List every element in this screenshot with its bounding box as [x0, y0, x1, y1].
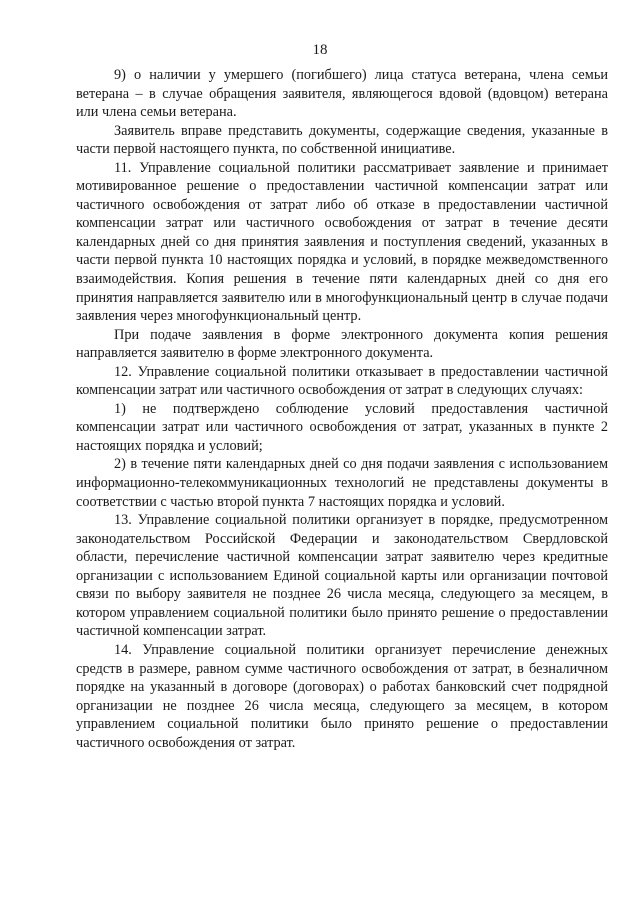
paragraph-item-9: 9) о наличии у умершего (погибшего) лица статуса ветерана, члена семьи ветерана – в случае обращения заявителя, являющегося вдовой (вдовцом) ветерана или члена семьи ветерана. [76, 67, 608, 121]
paragraph-electronic-copy: При подаче заявления в форме электронного документа копия решения направляется заявителю в форме электронного документа. [76, 326, 608, 362]
page-number: 18 [312, 42, 328, 58]
paragraph-14: 14. Управление социальной политики организует перечисление денежных средств в размере, равном сумме частичного освобождения от затрат, в безналичном порядке на указанный в договоре (договорах) о работах банковский счет подрядной организации не позднее 26 числа месяца, следующего за месяцем, в котором управлением социальной политики было принято решение о предоставлении частичного освобождения от затрат. [76, 641, 608, 751]
paragraph-12: 12. Управление социальной политики отказывает в предоставлении частичной компенсации затрат или частичного освобождения от затрат в следующих случаях: [76, 363, 608, 399]
paragraph-12-item-1: 1) не подтверждено соблюдение условий предоставления частичной компенсации затрат или частичного освобождения от затрат, указанных в пункте 2 настоящих порядка и условий; [76, 400, 608, 454]
paragraph-11: 11. Управление социальной политики рассматривает заявление и принимает мотивированное решение о предоставлении частичной компенсации затрат или частичного освобождения от затрат либо об отказе в предоставлении частичной компенсации затрат или частичного освобождения от затрат в течение десяти календарных дней со дня принятия заявления и поступления сведений, указанных в части первой пункта 10 настоящих порядка и условий, в порядке межведомственного взаимодействия. Копия решения в течение пяти календарных дней со дня его принятия направляется заявителю или в многофункциональный центр в случае подачи заявления через многофункциональный центр. [76, 159, 608, 325]
document-body [76, 66, 608, 752]
paragraph-13: 13. Управление социальной политики организует в порядке, предусмотренном законодательством Российской Федерации и законодательством Свердловской области, перечисление частичной компенсации затрат заявителю через кредитные организации с использованием Единой социальной карты или организации почтовой связи по выбору заявителя не позднее 26 числа месяца, следующего за месяцем, в котором управлением социальной политики было принято решение о предоставлении частичной компенсации затрат. [76, 512, 608, 640]
paragraph-12-item-2: 2) в течение пяти календарных дней со дня подачи заявления с использованием информационно-телекоммуникационных технологий не представлены документы в соответствии с частью второй пункта 7 настоящих порядка и условий. [76, 456, 608, 510]
paragraph-applicant-right: Заявитель вправе представить документы, содержащие сведения, указанные в части первой настоящего пункта, по собственной инициативе. [76, 122, 608, 158]
